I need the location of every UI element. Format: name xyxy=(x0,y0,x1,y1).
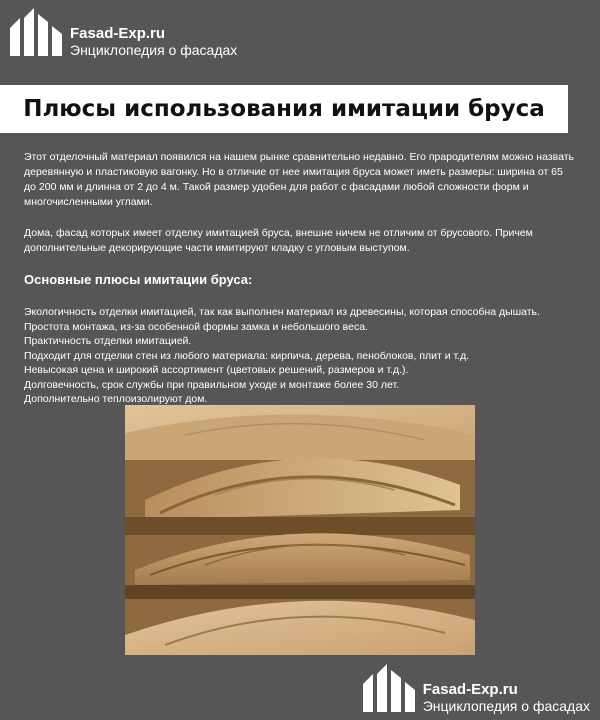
advantages-heading: Основные плюсы имитации бруса: xyxy=(24,272,253,287)
list-item: Практичность отделки имитацией. xyxy=(24,335,192,347)
list-item: Дополнительно теплоизолируют дом. xyxy=(24,393,208,405)
list-item: Простота монтажа, из-за особенной формы замка и небольшого веса. xyxy=(24,320,368,333)
title-band xyxy=(0,85,568,133)
list-item: Невысокая цена и широкий ассортимент (цветовых решений, размеров и т.д.). xyxy=(24,364,409,376)
intro-paragraph: Этот отделочный материал появился на нашем рынке сравнительно недавно. Его прародителям можно назвать деревянную и пластиковую вагонку. Но в отличие от нее имитация бруса может иметь размеры: ширина от 65 до 200 мм и длинна от 2 до 4 м. Такой размер удобен для работ с фасадами любой сложности форм и многочисленными углами. xyxy=(24,151,574,208)
logo-bottom[interactable] xyxy=(361,662,590,714)
logo-name: Fasad-Exp.ru xyxy=(422,680,518,698)
article-content xyxy=(24,150,574,407)
logo-name: Fasad-Exp.ru xyxy=(70,24,166,42)
list-item: Экологичность отделки имитацией, так как выполнен материал из древесины, которая способна дышать. xyxy=(24,306,540,318)
appearance-paragraph: Дома, фасад которых имеет отделку имитацией бруса, внешне ничем не отличим от брусового. Причем дополнительные декорирующие части имитируют кладку с угловым выступом. xyxy=(24,227,533,254)
list-item: Долговечность, срок службы при правильном уходе и монтаже более 30 лет. xyxy=(24,378,400,391)
list-item: Подходит для отделки стен из любого материала: кирпича, дерева, пеноблоков, плит и т.д. xyxy=(24,349,470,362)
advantages-list xyxy=(24,305,574,407)
wood-planks-photo xyxy=(125,405,475,655)
logo-tagline: Энциклопедия о фасадах xyxy=(422,697,590,714)
logo-tagline: Энциклопедия о фасадах xyxy=(70,41,238,58)
building-icon xyxy=(361,662,417,714)
logo-top[interactable] xyxy=(8,6,237,58)
building-icon xyxy=(8,6,64,58)
page-title: Плюсы использования имитации бруса xyxy=(23,96,545,122)
